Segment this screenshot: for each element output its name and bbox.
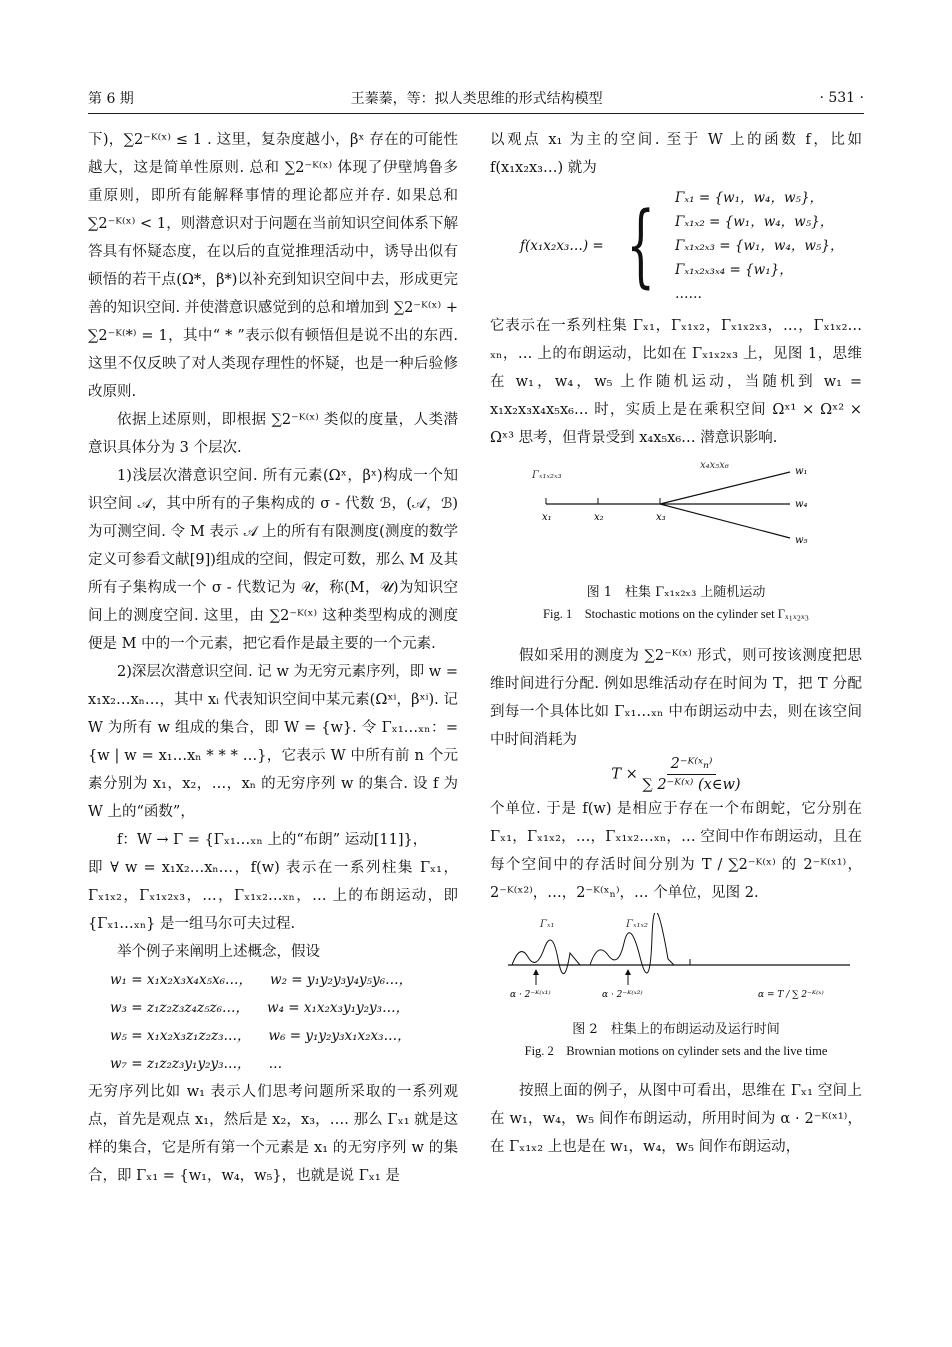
fig2-tick2: α · 2⁻ᴷ⁽ˣ²⁾ — [602, 990, 643, 1000]
fig1-top-label: x₄x₅x₆ — [700, 460, 729, 471]
paragraph: 无穷序列比如 w₁ 表示人们思考问题所采取的一系列观点，首先是观点 x₁，然后是 x₂，x₃，…. 那么 Γₓ₁ 就是这样的集合，它是所有第一个元素是 x₁ 的无穷序列 w 的集合，即 Γₓ₁ = {w₁，w₄，w₅}，也就是说 Γₓ₁ 是 — [88, 1084, 458, 1184]
paragraph: 2)深层次潜意识空间. 记 w 为无穷元素序列，即 w = x₁x₂…xₙ…，其中 xᵢ 代表知识空间中某元素(Ωˣⁱ，βˣⁱ). 记 W 为所有 w 组成的集合，即 W = {w}. 令 Γₓ₁…ₓₙ：= {w | w = x₁…xₙ * * * …}，它表示 W 中所有前 n 个元素分别为 x₁，x₂，…，xₙ 的无穷序列 w 的集合. 设 f 为 W 上的“函数”， — [88, 664, 458, 820]
cases-equation — [520, 186, 862, 306]
fraction: $\frac{\text{2⁻ᴷ⁽ˣₙ⁾}}{\text{∑ 2⁻ᴷ⁽ˣ⁾ (x∈w)}}$ — [642, 756, 741, 793]
paragraph: 依据上述原则，即根据 ∑2⁻ᴷ⁽ˣ⁾ 类似的度量，人类潜意识具体分为 3 个层次. — [88, 412, 458, 456]
cases-list: Γₓ₁ = {w₁，w₄，w₅}， Γₓ₁ₓ₂ = {w₁，w₄，w₅}， Γₓ₁ₓ₂ₓ₃ = {w₁，w₄，w₅}， Γₓ₁ₓ₂ₓ₃ₓ₄ = {w₁}， …… — [674, 190, 844, 302]
header-rule — [88, 113, 864, 114]
fig2-gamma2: Γₓ₁ₓ₂ — [626, 919, 649, 930]
fig1-w5: w₅ — [795, 535, 808, 546]
fig2-tick1: α · 2⁻ᴷ⁽ˣ¹⁾ — [510, 990, 551, 1000]
paragraph: 即 ∀ w = x₁x₂…xₙ…，f(w) 表示在一系列柱集 Γₓ₁，Γₓ₁ₓ₂，Γₓ₁ₓ₂ₓ₃，…，Γₓ₁ₓ₂…ₓₙ，… 上的布朗运动，即 {Γₓ₁…ₓₙ} 是一组马尔可夫过程. — [88, 860, 458, 932]
paragraph: 假如采用的测度为 ∑2⁻ᴷ⁽ˣ⁾ 形式，则可按该测度把思维时间进行分配. 例如思维活动存在时间为 T，把 T 分配到每一个具体比如 Γₓ₁…ₓₙ 中布朗运动中去，则在该空间中时间消耗为 — [490, 648, 862, 748]
sequence-row: w₅ = x₁x₂x₃z₁z₂z₃…， w₆ = y₁y₂y₃x₁x₂x₃…， — [110, 1028, 411, 1044]
left-column — [88, 126, 458, 1190]
sequence-row: w₇ = z₁z₂z₃y₁y₂y₃…， … — [110, 1056, 283, 1072]
paragraph: 按照上面的例子，从图中可看出，思维在 Γₓ₁ 空间上在 w₁，w₄，w₅ 间作布朗运动，所用时间为 α · 2⁻ᴷ⁽ˣ¹⁾，在 Γₓ₁ₓ₂ 上也是在 w₁，w₄，w₅ 间作布朗运动， — [490, 1083, 862, 1155]
left-brace: { — [626, 193, 655, 298]
function-definition: f：W → Γ = {Γₓ₁…ₓₙ 上的“布朗” 运动[11]}， — [117, 832, 428, 848]
fig2-alpha: α = T / ∑ 2⁻ᴷ⁽ˣ⁾ — [758, 990, 824, 1000]
fig1-gamma-label: Γₓ₁ₓ₂ₓ₃ — [532, 470, 562, 481]
fig2-gamma1: Γₓ₁ — [540, 919, 555, 930]
figure-1-caption-cn: 图 1 柱集 Γₓ₁ₓ₂ₓ₃ 上随机运动 — [586, 585, 766, 600]
fig1-x1: x₁ — [542, 512, 552, 523]
figure-2 — [490, 913, 862, 1061]
figure-1-diagram — [490, 458, 862, 568]
figure-2-diagram — [490, 913, 862, 1005]
paragraph: 举个例子来阐明上述概念，假设 — [117, 944, 320, 960]
page-header — [88, 86, 864, 110]
running-title: 王蓁蓁，等：拟人类思维的形式结构模型 — [350, 91, 603, 107]
figure-1 — [490, 458, 862, 624]
right-column — [490, 126, 862, 1161]
figure-1-caption-en: Fig. 1 Stochastic motions on the cylinder set Γₓ₁ₓ₂ₓ₃ — [543, 607, 809, 621]
fig1-w4: w₄ — [795, 499, 808, 510]
paragraph: 1)浅层次潜意识空间. 所有元素(Ωˣ，βˣ)构成一个知识空间 𝒜，其中所有的子集构成的 σ - 代数 ℬ，(𝒜，ℬ)为可测空间. 令 M 表示 𝒜 上的所有有限测度(测度的数学定义可参看文献[9])组成的空间，假定可数，那么 M 及其所有子集构成一个 σ - 代数记为 𝒰，称(M，𝒰)为知识空间上的测度空间. 这里，由 ∑2⁻ᴷ⁽ˣ⁾ 这种类型构成的测度便是 M 中的一个元素，把它看作是最主要的一个元素. — [88, 468, 458, 652]
sequence-row: w₃ = z₁z₂z₃z₄z₅z₆…， w₄ = x₁x₂x₃y₁y₂y₃…， — [110, 1000, 410, 1016]
fig1-x3: x₃ — [656, 512, 666, 523]
time-formula: T × $\frac{\text{2⁻ᴷ⁽ˣₙ⁾}}{\text{∑ 2⁻ᴷ⁽ˣ⁾ (x∈w)}}$ — [611, 756, 741, 793]
paragraph: 以观点 x₁ 为主的空间. 至于 W 上的函数 f，比如 f(x₁x₂x₃…) 就为 — [490, 132, 862, 176]
figure-2-caption-cn: 图 2 柱集上的布朗运动及运行时间 — [572, 1022, 780, 1037]
cases-lhs: f(x₁x₂x₃…) = — [520, 238, 604, 254]
paragraph: 下)，∑2⁻ᴷ⁽ˣ⁾ ≤ 1 . 这里，复杂度越小，βˣ 存在的可能性越大，这是简单性原则. 总和 ∑2⁻ᴷ⁽ˣ⁾ 体现了伊壁鸠鲁多重原则，即所有能解释事情的理论都应并存. 如果总和 ∑2⁻ᴷ⁽ˣ⁾ < 1，则潜意识对于问题在当前知识空间体系下解答具有怀疑态度，在以后的直觉推理活动中，诱导出似有顿悟的若干点(Ω*，β*)以补充到知识空间中去，形成更完善的知识空间. 并使潜意识感觉到的总和增加到 ∑2⁻ᴷ⁽ˣ⁾ + ∑2⁻ᴷ⁽*⁾ = 1，其中“ * ”表示似有顿悟但是说不出的东西. 这里不仅反映了对人类现存理性的怀疑，也是一种后验修改原则. — [88, 132, 458, 400]
page-number: · 531 · — [819, 90, 864, 106]
paragraph: 个单位. 于是 f(w) 是相应于存在一个布朗蛇，它分别在 Γₓ₁，Γₓ₁ₓ₂，…，Γₓ₁ₓ₂…ₓₙ，… 空间中作布朗运动，且在每个空间中的存活时间分别为 T / ∑2⁻ᴷ⁽ˣ⁾ 的 2⁻ᴷ⁽ˣ¹⁾，2⁻ᴷ⁽ˣ²⁾，…，2⁻ᴷ⁽ˣₙ⁾，… 个单位，见图 2. — [490, 801, 862, 901]
paragraph: 它表示在一系列柱集 Γₓ₁，Γₓ₁ₓ₂，Γₓ₁ₓ₂ₓ₃，…，Γₓ₁ₓ₂…ₓₙ，… 上的布朗运动，比如在 Γₓ₁ₓ₂ₓ₃ 上，见图 1，思维在 w₁，w₄，w₅ 上作随机运动，当随机到 w₁ = x₁x₂x₃x₄x₅x₆… 时，实质上是在乘积空间 Ωˣ¹ × Ωˣ² × Ωˣ³ 思考，但背景受到 x₄x₅x₆… 潜意识影响. — [490, 318, 862, 446]
fig1-w1: w₁ — [795, 466, 808, 477]
sequence-row: w₁ = x₁x₂x₃x₄x₅x₆…， w₂ = y₁y₂y₃y₄y₅y₆…， — [110, 972, 413, 988]
sequence-list — [88, 966, 458, 1078]
issue-number: 第 6 期 — [88, 91, 134, 107]
fig1-x2: x₂ — [594, 512, 604, 523]
figure-2-caption-en: Fig. 2 Brownian motions on cylinder sets and the live time — [524, 1044, 828, 1058]
